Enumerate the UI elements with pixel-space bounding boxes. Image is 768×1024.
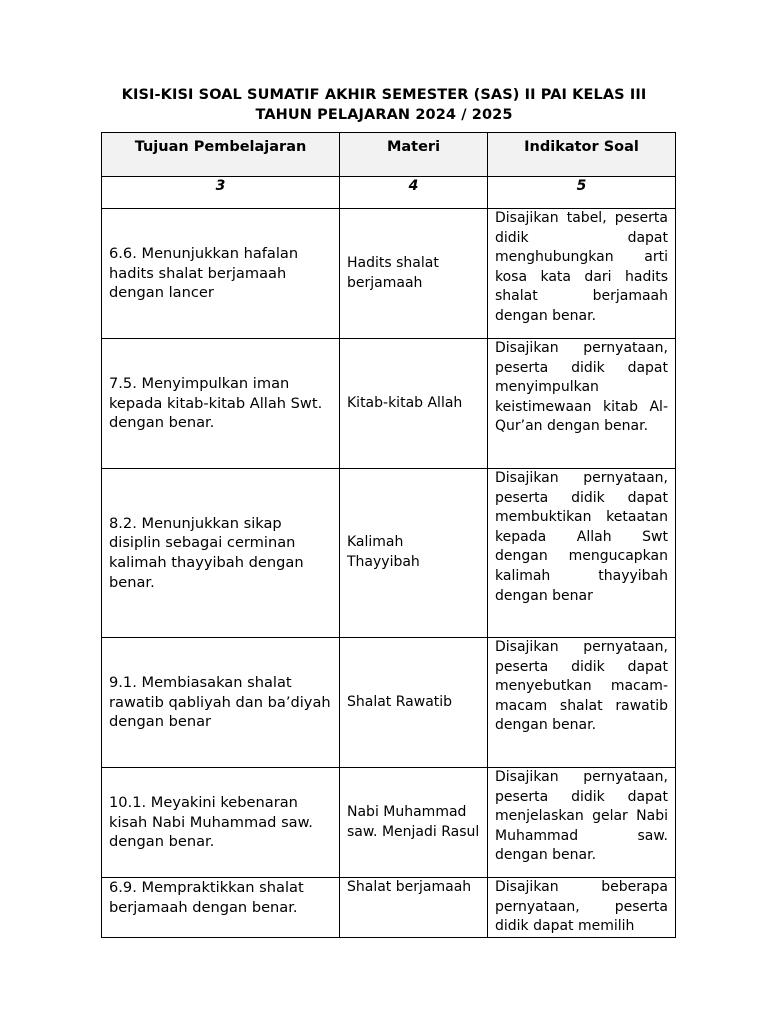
title-line-2: TAHUN PELAJARAN 2024 / 2025	[255, 106, 513, 123]
title-line-1: KISI-KISI SOAL SUMATIF AKHIR SEMESTER (SAS) II PAI KELAS III	[121, 87, 647, 103]
indikator-cell: Disajikan pernyataan, peserta didik dapat membuktikan ketaatan kepada Allah Swt dengan mengucapkan kalimah thayyibah dengan benar	[488, 469, 676, 638]
table-row	[102, 878, 676, 938]
tujuan-cell: 9.1. Membiasakan shalat rawatib qabliyah dan ba’diyah dengan benar	[102, 638, 340, 768]
materi-cell: Kalimah Thayyibah	[340, 469, 488, 638]
materi-cell: Hadits shalat berjamaah	[340, 209, 488, 339]
tujuan-cell: 7.5. Menyimpulkan iman kepada kitab-kitab Allah Swt. dengan benar.	[102, 339, 340, 469]
column-number: 3	[102, 177, 340, 209]
table-row	[102, 339, 676, 469]
column-number: 5	[488, 177, 676, 209]
indikator-cell: Disajikan pernyataan, peserta didik dapat menyimpulkan keistimewaan kitab Al-Qur’an dengan benar.	[488, 339, 676, 469]
tujuan-cell: 6.9. Mempraktikkan shalat berjamaah dengan benar.	[102, 878, 340, 938]
table-row	[102, 469, 676, 638]
header-tujuan-pembelajaran: Tujuan Pembelajaran	[102, 133, 340, 177]
table-row	[102, 768, 676, 878]
materi-cell: Nabi Muhammad saw. Menjadi Rasul	[340, 768, 488, 878]
table-row	[102, 209, 676, 339]
indikator-cell: Disajikan tabel, peserta didik dapat menghubungkan arti kosa kata dari hadits shalat berjamaah dengan benar.	[488, 209, 676, 339]
tujuan-cell: 6.6. Menunjukkan hafalan hadits shalat berjamaah dengan lancer	[102, 209, 340, 339]
page-title	[0, 86, 768, 125]
tujuan-cell: 10.1. Meyakini kebenaran kisah Nabi Muhammad saw. dengan benar.	[102, 768, 340, 878]
tujuan-cell: 8.2. Menunjukkan sikap disiplin sebagai cerminan kalimah thayyibah dengan benar.	[102, 469, 340, 638]
header-materi: Materi	[340, 133, 488, 177]
indikator-cell: Disajikan pernyataan, peserta didik dapat menjelaskan gelar Nabi Muhammad saw. dengan benar.	[488, 768, 676, 878]
column-number-row	[102, 177, 676, 209]
indikator-cell: Disajikan beberapa pernyataan, peserta didik dapat memilih	[488, 878, 676, 938]
materi-cell: Kitab-kitab Allah	[340, 339, 488, 469]
indikator-cell: Disajikan pernyataan, peserta didik dapat menyebutkan macam-macam shalat rawatib dengan benar.	[488, 638, 676, 768]
table-row	[102, 638, 676, 768]
materi-cell: Shalat berjamaah	[340, 878, 488, 938]
kisi-kisi-table	[101, 132, 676, 938]
table-header-row	[102, 133, 676, 177]
materi-cell: Shalat Rawatib	[340, 638, 488, 768]
column-number: 4	[340, 177, 488, 209]
header-indikator-soal: Indikator Soal	[488, 133, 676, 177]
